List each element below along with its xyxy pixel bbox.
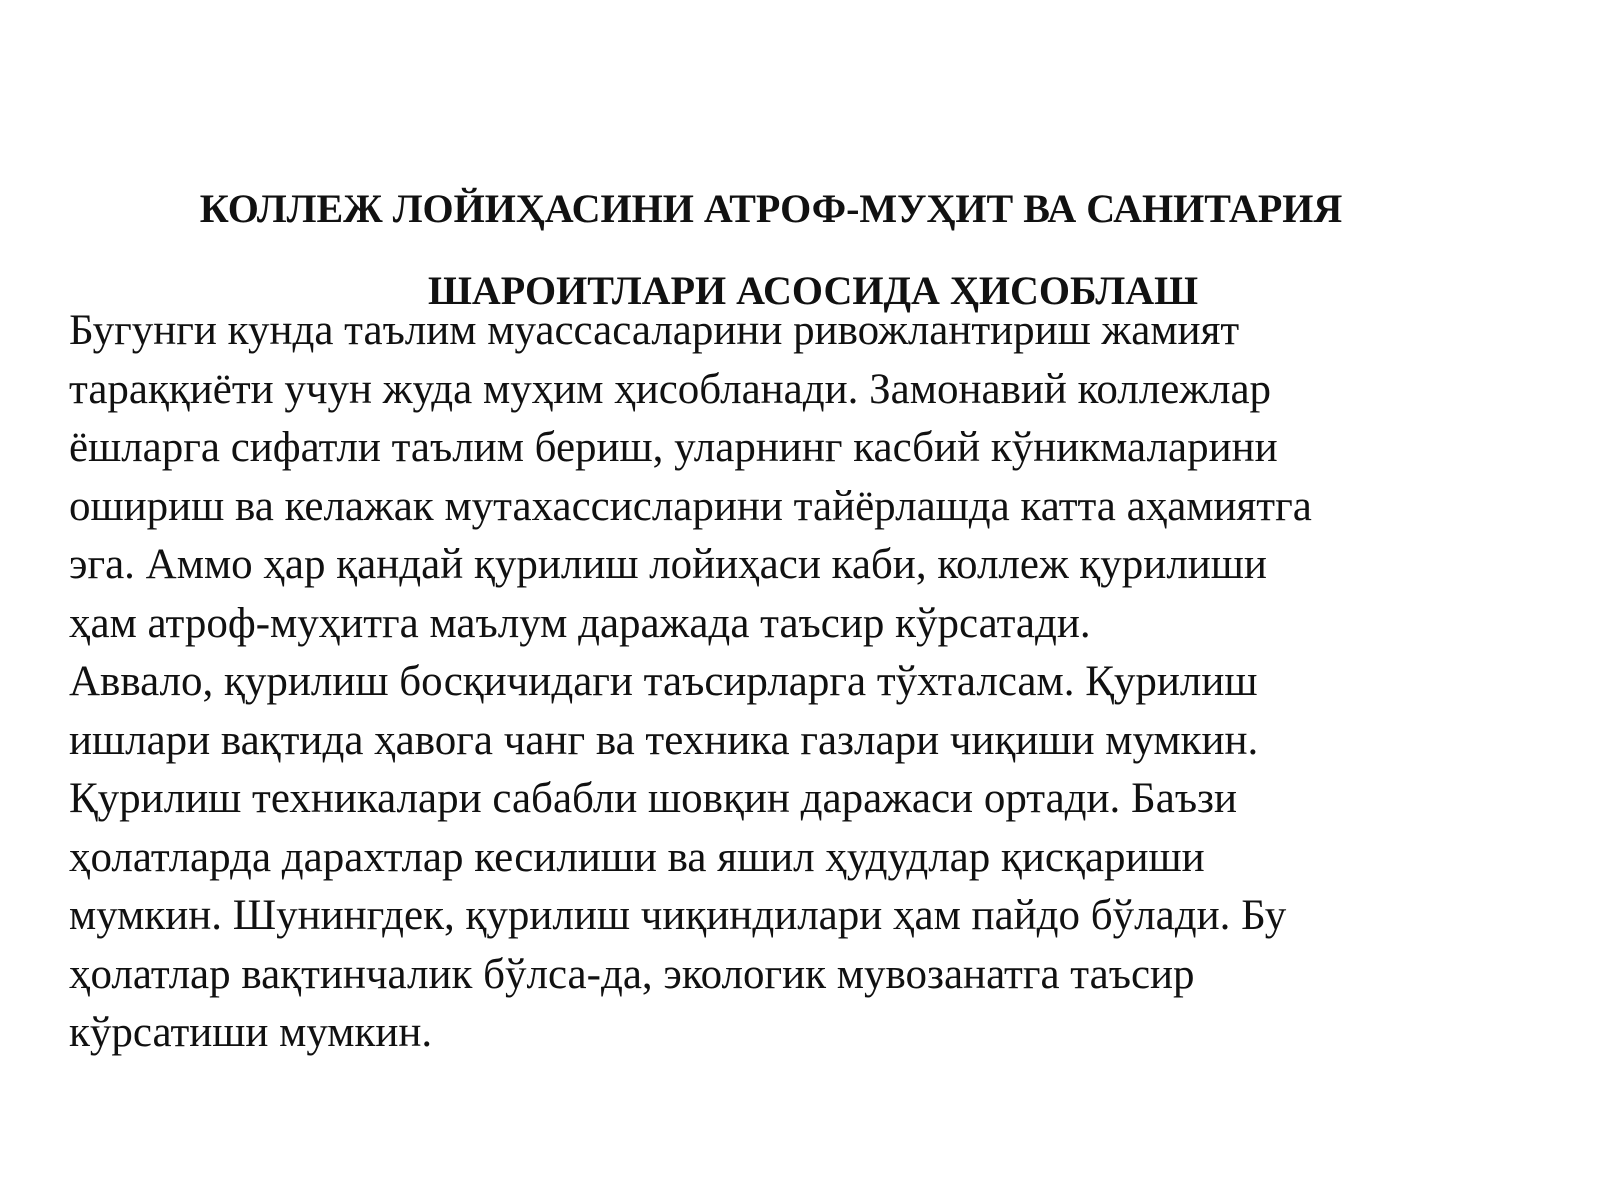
body-line-12: ҳолатлар вақтинчалик бўлса-да, экологик мувозанатга таъсир xyxy=(69,950,1195,998)
body-line-10: ҳолатларда дарахтлар кесилиши ва яшил ҳудудлар қисқариши xyxy=(69,833,1205,881)
body-line-2: тараққиёти учун жуда муҳим ҳисобланади. Замонавий коллежлар xyxy=(69,365,1272,413)
body-line-13: кўрсатиши мумкин. xyxy=(69,1009,433,1056)
body-line-5: эга. Аммо ҳар қандай қурилиш лойиҳаси каби, коллеж қурилиши xyxy=(69,541,1267,588)
body-line-7: Аввало, қурилиш босқичидаги таъсирларга тўхталсам. Қурилиш xyxy=(69,658,1258,705)
body-line-6: ҳам атроф-муҳитга маълум даражада таъсир кўрсатади. xyxy=(69,599,1091,647)
body-line-9: Қурилиш техникалари сабабли шовқин даражаси ортади. Баъзи xyxy=(69,775,1238,822)
body-line-11: мумкин. Шунингдек, қурилиш чиқиндилари ҳам пайдо бўлади. Бу xyxy=(69,892,1287,939)
body-line-4: ошириш ва келажак мутахассисларини тайёрлашда катта аҳамиятга xyxy=(69,482,1312,530)
document-body xyxy=(69,302,1549,1063)
body-line-3: ёшларга сифатли таълим бериш, уларнинг касбий кўникмаларини xyxy=(69,424,1278,471)
body-line-1: Бугунги кунда таълим муассасаларини ривожлантириш жамият xyxy=(69,307,1240,354)
body-line-8: ишлари вақтида ҳавога чанг ва техника газлари чиқиши мумкин. xyxy=(69,716,1259,764)
title-line-1: КОЛЛЕЖ ЛОЙИҲАСИНИ АТРОФ-МУҲИТ ВА САНИТАРИЯ xyxy=(199,186,1343,231)
title-line-2: ШАРОИТЛАРИ АСОСИДА ҲИСОБЛАШ xyxy=(427,268,1199,313)
